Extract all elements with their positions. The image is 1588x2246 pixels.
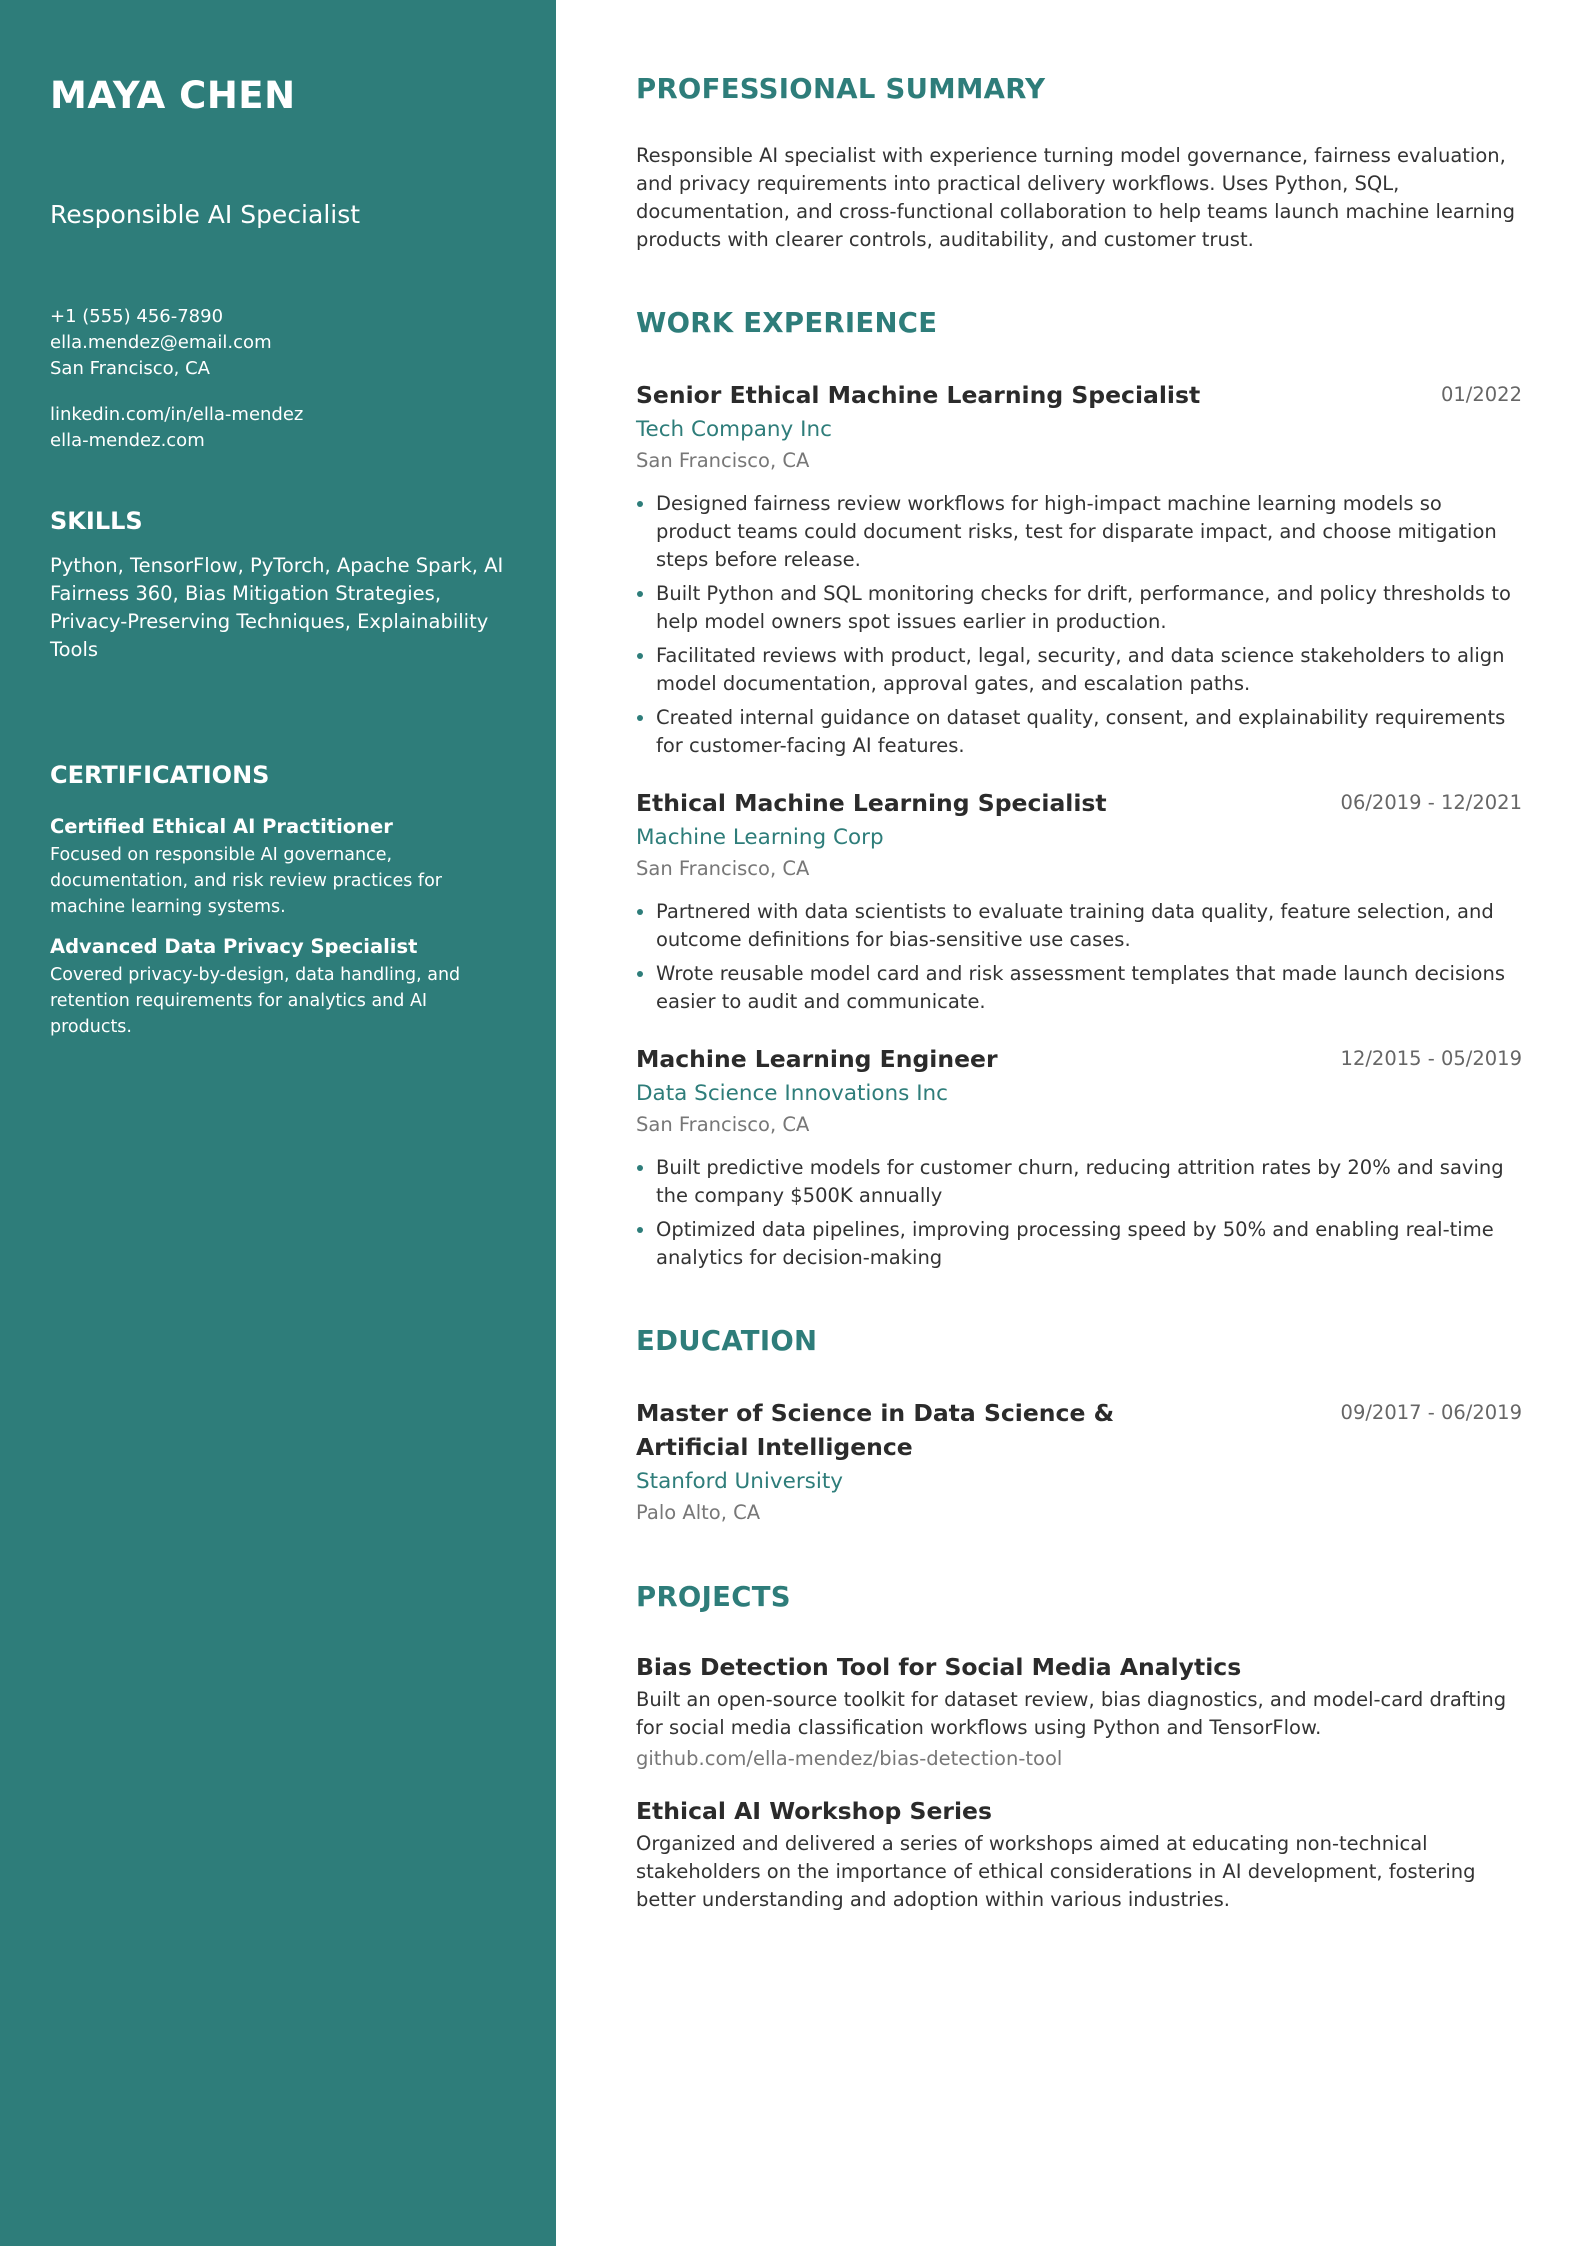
summary-text: Responsible AI specialist with experience turning model governance, fairness evaluation, and privacy requirements into practical delivery workflows. Uses Python, SQL, documentation, and cross-functional collaboration to help teams launch machine learning products with clearer controls, auditability, and customer trust.	[636, 144, 1516, 251]
job-title: Machine Learning Engineer	[636, 1045, 998, 1073]
project-title: Bias Detection Tool for Social Media Analytics	[636, 1653, 1242, 1681]
certification-desc: Focused on responsible AI governance, documentation, and risk review practices for machine learning systems.	[50, 845, 442, 917]
education-date: 09/2017 - 06/2019	[1340, 1401, 1522, 1424]
certification-title: Advanced Data Privacy Specialist	[50, 935, 418, 958]
sidebar	[0, 0, 556, 2246]
company-name: Machine Learning Corp	[636, 825, 884, 850]
job-bullets	[636, 1154, 1522, 1272]
company-name: Tech Company Inc	[636, 417, 832, 442]
job-date: 12/2015 - 05/2019	[1340, 1047, 1522, 1070]
company-name: Data Science Innovations Inc	[636, 1081, 949, 1106]
education-entry	[636, 1396, 1522, 1528]
main-content	[556, 0, 1588, 2246]
projects-heading: PROJECTS	[636, 1581, 791, 1613]
candidate-role: Responsible AI Specialist	[50, 200, 361, 229]
project-desc: Organized and delivered a series of workshops aimed at educating non-technical stakeholders on the importance of ethical considerations in AI development, fostering better understanding and adoption within various industries.	[636, 1832, 1476, 1911]
email: ella.mendez@email.com	[50, 332, 272, 353]
job-location: San Francisco, CA	[636, 449, 810, 472]
job-date: 01/2022	[1440, 383, 1522, 406]
bullet-item: Built Python and SQL monitoring checks for drift, performance, and policy thresholds to help model owners spot issues earlier in production.	[636, 580, 1522, 636]
job-title: Senior Ethical Machine Learning Specialist	[636, 381, 1201, 409]
skills-heading: SKILLS	[50, 507, 143, 535]
project-desc: Built an open-source toolkit for dataset review, bias diagnostics, and model-card drafting for social media classification workflows using Python and TensorFlow.	[636, 1688, 1507, 1739]
certification-item	[50, 934, 506, 1040]
summary-heading: PROFESSIONAL SUMMARY	[636, 73, 1046, 105]
contact-info	[50, 304, 506, 454]
project-link[interactable]: github.com/ella-mendez/bias-detection-tool	[636, 1747, 1063, 1770]
bullet-item: Wrote reusable model card and risk assessment templates that made launch decisions easier to audit and communicate.	[636, 960, 1522, 1016]
experience-section	[636, 306, 1522, 1272]
project-title: Ethical AI Workshop Series	[636, 1797, 992, 1825]
website-link[interactable]: ella-mendez.com	[50, 430, 205, 451]
project-entry	[636, 1794, 1522, 1914]
location: San Francisco, CA	[50, 358, 210, 379]
certification-item	[50, 814, 506, 920]
school-name: Stanford University	[636, 1469, 844, 1494]
job-bullets	[636, 898, 1522, 1016]
job-location: San Francisco, CA	[636, 857, 810, 880]
job-date: 06/2019 - 12/2021	[1340, 791, 1522, 814]
job-entry	[636, 1042, 1522, 1272]
phone: +1 (555) 456-7890	[50, 306, 224, 327]
job-title: Ethical Machine Learning Specialist	[636, 789, 1107, 817]
certification-title: Certified Ethical AI Practitioner	[50, 815, 393, 838]
bullet-item: Created internal guidance on dataset quality, consent, and explainability requirements for customer-facing AI features.	[636, 704, 1522, 760]
school-location: Palo Alto, CA	[636, 1501, 761, 1524]
skills-list: Python, TensorFlow, PyTorch, Apache Spark, AI Fairness 360, Bias Mitigation Strategies, Privacy-Preserving Techniques, Explainability Tools	[50, 554, 504, 661]
job-entry	[636, 378, 1522, 760]
job-location: San Francisco, CA	[636, 1113, 810, 1136]
bullet-item: Designed fairness review workflows for high-impact machine learning models so product teams could document risks, test for disparate impact, and choose mitigation steps before release.	[636, 490, 1522, 574]
experience-heading: WORK EXPERIENCE	[636, 307, 938, 339]
certifications-heading: CERTIFICATIONS	[50, 761, 270, 789]
education-heading: EDUCATION	[636, 1325, 818, 1357]
education-section	[636, 1324, 1522, 1528]
project-entry	[636, 1650, 1522, 1774]
certification-desc: Covered privacy-by-design, data handling, and retention requirements for analytics and AI products.	[50, 965, 461, 1037]
bullet-item: Partnered with data scientists to evaluate training data quality, feature selection, and outcome definitions for bias-sensitive use cases.	[636, 898, 1522, 954]
projects-section	[636, 1580, 1522, 1914]
summary-section	[636, 72, 1522, 254]
job-bullets	[636, 490, 1522, 760]
bullet-item: Optimized data pipelines, improving processing speed by 50% and enabling real-time analytics for decision-making	[636, 1216, 1522, 1272]
bullet-item: Facilitated reviews with product, legal, security, and data science stakeholders to align model documentation, approval gates, and escalation paths.	[636, 642, 1522, 698]
job-entry	[636, 786, 1522, 1016]
bullet-item: Built predictive models for customer churn, reducing attrition rates by 20% and saving the company $500K annually	[636, 1154, 1522, 1210]
linkedin-link[interactable]: linkedin.com/in/ella-mendez	[50, 404, 304, 425]
degree-title: Master of Science in Data Science & Artificial Intelligence	[636, 1399, 1115, 1461]
candidate-name: MAYA CHEN	[50, 74, 296, 117]
